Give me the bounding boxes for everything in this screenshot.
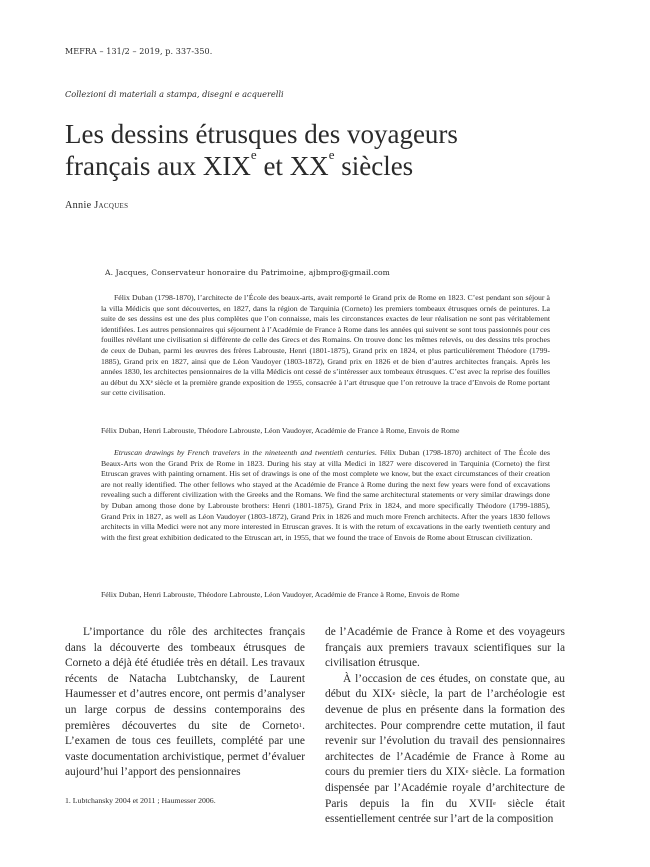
superscript: e: [392, 690, 396, 698]
keywords-english: [101, 590, 550, 601]
abstract-english-lead: Etruscan drawings by French travelers in the nineteenth and twentieth centuries.: [114, 448, 377, 457]
author-first-name: Annie: [65, 200, 95, 211]
body-column-right: [325, 625, 565, 828]
body-column-left: [65, 625, 305, 781]
body-paragraph: [65, 625, 305, 781]
body-right-text-c: siècle. La formation dispensée par l’Académie royale d’architecture de Paris depuis la fin du XVII: [325, 766, 565, 810]
abstract-english: [101, 448, 550, 543]
title-sup-1: e: [250, 147, 257, 162]
body-right-text-d: siècle était essentiellement centrée sur l’art de la composition: [325, 797, 566, 826]
title-sup-2: e: [328, 147, 335, 162]
title-line-2a: français aux XIX: [65, 151, 251, 181]
journal-reference: MEFRA – 131/2 – 2019, p. 337-350.: [65, 47, 213, 56]
abstract-french: [101, 293, 550, 399]
author-affiliation: A. Jacques, Conservateur honoraire du Patrimoine, ajbmpro@gmail.com: [105, 268, 390, 277]
body-left-text-a: L’importance du rôle des architectes français dans la découverte des tombeaux étrusques de Corneto a déjà été étudiée très en détail. Les travaux récents de Natacha Lubtchansky, de Laurent Haumesser et d’autres encore, ont permis d’analyser un large corpus de dessins contemporains des premières découvertes du site de Corneto: [65, 626, 305, 732]
superscript: e: [465, 768, 469, 776]
footnote-reference[interactable]: 1: [298, 721, 303, 729]
body-right-text-a: À l’occasion de ces études, on constate que, au début du XIX: [325, 672, 565, 701]
body-left-text-b: . L’examen de tous ces feuillets, complété par une vaste documentation archivistique, permet d’évaluer aujourd’hui l’apport des pensionnaires: [65, 719, 305, 779]
body-paragraph-continued: de l’Académie de France à Rome et des voyageurs français aux premiers travaux scientifiques sur la civilisation étrusque.: [325, 626, 565, 670]
author-name: [65, 200, 128, 211]
abstract-english-body: Félix Duban (1798-1870) architect of The École des Beaux-Arts won the Grand Prix de Rome in 1823. During his stay at villa Medici in 1827 were discovered in Tarquinia (Corneto) the first Etruscan graves with painting ornament. His set of drawings is one of the most complete we know, but the exact circumstances of their creation are not really identified. The other fellows who stayed at the Académie de France à Rome during the next few years were fond of excavations revealing such a different civilization with the Greeks and the Romans. We find the same architectural statements or very similar drawings done by Duban among those done by Labrouste brothers: Henri (1801-1875), Grand Prix in 1824, and more specifically Théodore (1799-1885), Grand Prix in 1827, as well as Léon Vaudoyer (1803-1872), Grand Prix in 1826 and much more French architects. After the years 1830 fellows architects in villa Medici were not any more interested in Etruscan graves. It is with the return of excavations in the early twentieth century and with the first great exhibition dedicated to the Etruscan art, in 1955, that we found the trace of Envois de Rome about Etruscan civilization.: [101, 448, 550, 542]
abstract-french-text: Félix Duban (1798-1870), l’architecte de l’École des beaux-arts, avait remporté le Grand prix de Rome en 1823. C’est pendant son séjour à la villa Médicis que sont découvertes, en 1827, dans la région de Tarquinia (Corneto) les premiers tombeaux étrusques ornés de peintures. La suite de ses dessins est une des plus complètes que l’on connaisse, mais les circonstances exactes de leur réalisation ne sont pas véritablement identifiées. Les autres pensionnaires qui séjournent à l’Académie de France à Rome dans les années qui suivent se sont tous passionnés pour ces fouilles révélant une civilisation si différente de celle des Grecs et des Romains. On trouve donc les mêmes relevés, ou des dessins très proches de ceux de Duban, parmi les œuvres des frères Labrouste, Henri (1801-1875), Grand prix en 1824, et plus particulièrement Théodore (1799-1885), Grand prix en 1827, ainsi que de Léon Vaudoyer (1803-1872), Grand prix en 1826 et de bien d’autres architectes français. Après les années 1830, les architectes pensionnaires de la villa Médicis ont cessé de s’intéresser aux tombeaux étrusques. C’est avec la reprise des fouilles au début du XXᵉ siècle et la première grande exposition de 1955, consacrée à l’art étrusque que l’on retrouve la trace d’Envois de Rome portant sur cette civilisation.: [101, 293, 550, 398]
abstract-english-text: [101, 448, 550, 543]
title-line-2c: siècles: [334, 151, 414, 181]
title-line-1: Les dessins étrusques des voyageurs: [65, 119, 458, 149]
keywords-french-text: Félix Duban, Henri Labrouste, Théodore Labrouste, Léon Vaudoyer, Académie de France à Rome, Envois de Rome: [101, 426, 460, 435]
keywords-french: [101, 426, 550, 437]
title-line-2b: et XX: [256, 151, 329, 181]
body-paragraph: [325, 672, 565, 828]
body-right-text-b: siècle, la part de l’archéologie est devenue de plus en présente dans la formation des architectes. Pour comprendre cette mutation, il faut revenir sur l’évolution du travail des pensionnaires architectes de l’Académie de France à Rome au cours du premier tiers du XIX: [325, 688, 565, 779]
article-title: [65, 118, 605, 182]
section-label: Collezioni di materiali a stampa, disegni e acquerelli: [65, 89, 284, 99]
keywords-english-text: Félix Duban, Henri Labrouste, Théodore Labrouste, Léon Vaudoyer, Académie de France à Rome, Envois de Rome: [101, 590, 460, 599]
footnote: 1. Lubtchansky 2004 et 2011 ; Haumesser 2006.: [65, 796, 216, 805]
author-last-name: Jacques: [94, 200, 129, 211]
superscript: e: [492, 799, 496, 807]
